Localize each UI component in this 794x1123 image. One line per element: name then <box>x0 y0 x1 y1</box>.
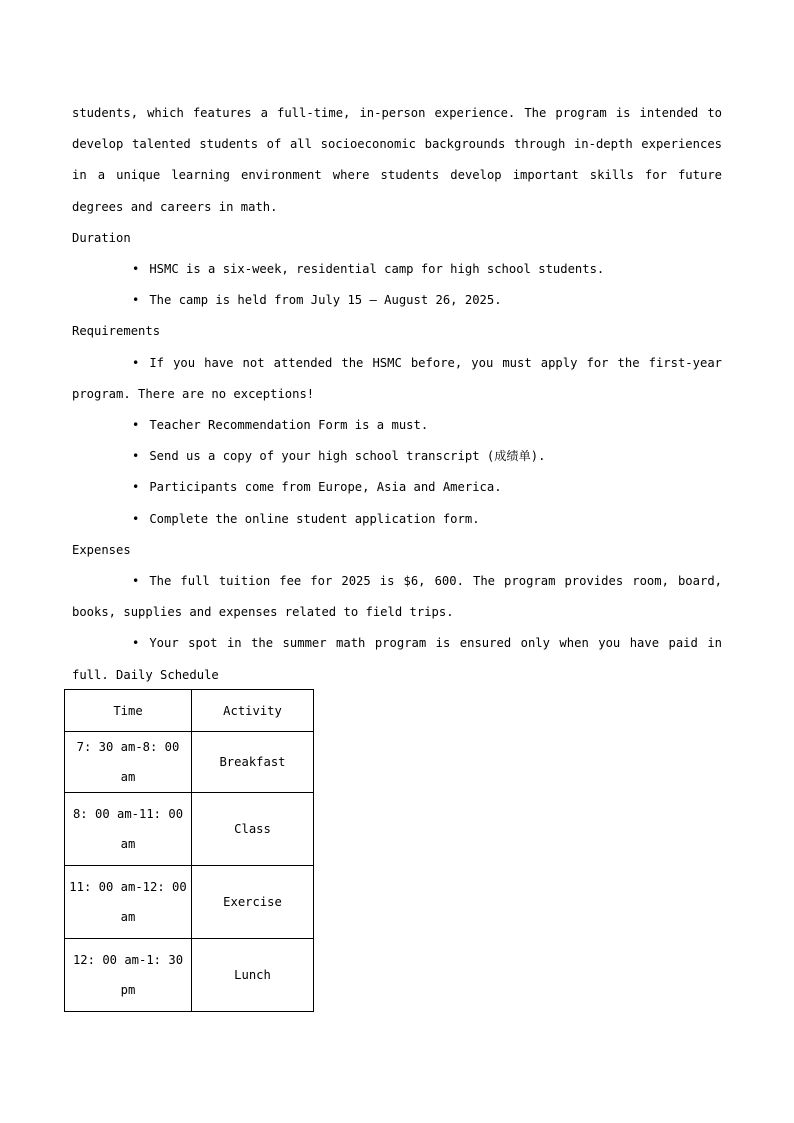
requirements-bullet <box>72 504 722 535</box>
requirements-bullet <box>72 410 722 441</box>
time-cell: 12: 00 am-1: 30 pm <box>65 939 192 1012</box>
bullet-text: Send us a copy of your high school transcript (成绩单). <box>149 449 546 464</box>
bullet-glyph: • <box>132 636 140 651</box>
bullet-text: Your spot in the summer math program is ensured only when you have paid in full. Daily Schedule <box>72 636 722 682</box>
activity-cell: Breakfast <box>192 732 314 793</box>
bullet-text: Teacher Recommendation Form is a must. <box>149 418 429 433</box>
requirements-bullet <box>72 472 722 503</box>
header-time: Time <box>65 690 192 732</box>
bullet-glyph: • <box>132 418 140 433</box>
expenses-bullet <box>72 628 722 690</box>
expenses-heading: Expenses <box>72 542 131 557</box>
intro-paragraph <box>72 98 722 223</box>
time-cell: 11: 00 am-12: 00 am <box>65 866 192 939</box>
duration-bullet <box>72 285 722 316</box>
activity-cell: Lunch <box>192 939 314 1012</box>
activity-cell: Class <box>192 793 314 866</box>
intro-line: talented students of all socioeconomic backgrounds through in-depth experiences in a unique <box>72 137 722 183</box>
bullet-text: Participants come from Europe, Asia and America. <box>149 480 502 495</box>
bullet-glyph: • <box>132 511 140 526</box>
bullet-glyph: • <box>132 574 140 589</box>
requirements-heading: Requirements <box>72 324 161 339</box>
bullet-glyph: • <box>132 355 140 370</box>
intro-line: math. <box>240 199 278 214</box>
requirements-bullet <box>72 348 722 410</box>
time-cell: 8: 00 am-11: 00 am <box>65 793 192 866</box>
table-header-row <box>65 690 314 732</box>
bullet-text: The full tuition fee for 2025 is $6, 600. The program provides room, board, books, supplies and expenses related to field trips. <box>72 574 722 620</box>
activity-cell: Exercise <box>192 866 314 939</box>
bullet-text: The camp is held from July 15 — August 26, 2025. <box>149 293 502 308</box>
bullet-text: HSMC is a six-week, residential camp for high school students. <box>149 262 605 277</box>
table-row <box>65 939 314 1012</box>
table-row <box>65 866 314 939</box>
bullet-text: Complete the online student application form. <box>149 511 480 526</box>
bullet-glyph: • <box>132 262 140 277</box>
bullet-glyph: • <box>132 480 140 495</box>
daily-schedule-table <box>64 689 314 1012</box>
bullet-glyph: • <box>132 449 140 464</box>
duration-bullet <box>72 254 722 285</box>
header-activity: Activity <box>192 690 314 732</box>
bullet-text: If you have not attended the HSMC before, you must apply for the first-year program. There are no exceptions! <box>72 355 722 401</box>
expenses-bullet <box>72 566 722 628</box>
time-cell: 7: 30 am-8: 00 am <box>65 732 192 793</box>
document-body <box>72 98 722 691</box>
table-row <box>65 793 314 866</box>
requirements-bullet <box>72 441 722 472</box>
intro-line: students, which features a full-time, in-person experience. The program is intended to develop <box>72 106 722 152</box>
intro-line: learning environment where students develop important skills for future degrees and careers in <box>72 168 722 214</box>
bullet-glyph: • <box>132 293 140 308</box>
duration-heading: Duration <box>72 230 131 245</box>
table-row <box>65 732 314 793</box>
